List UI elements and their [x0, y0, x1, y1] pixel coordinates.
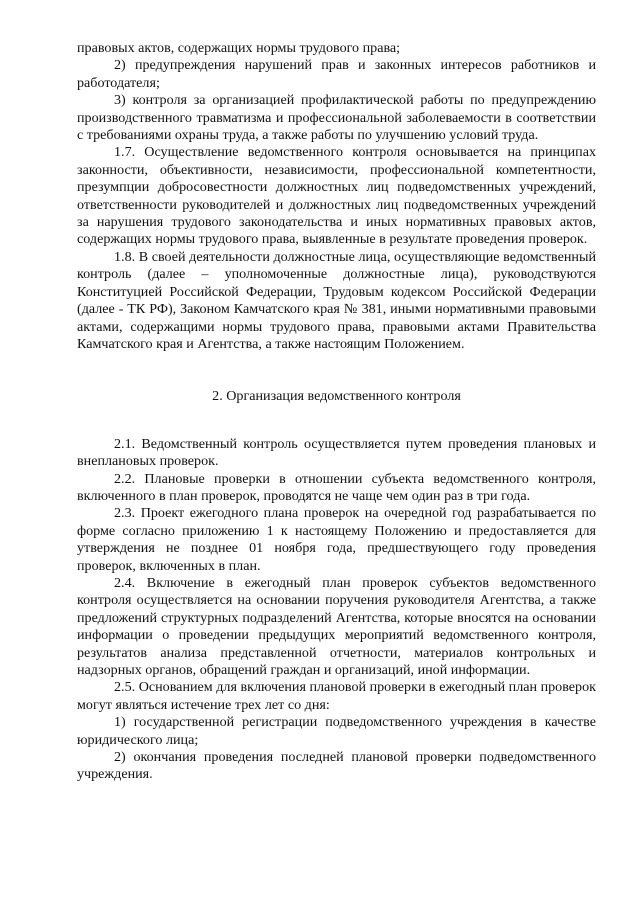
paragraph-item-3: 3) контроля за организацией профилактической работы по предупреждению производственного травматизма и профессиональной заболеваемости в соответствии с требованиями охраны труда, а также работы по улучшению условий труда. — [77, 92, 596, 144]
document-page — [77, 40, 596, 784]
paragraph-2-5: 2.5. Основанием для включения плановой проверки в ежегодный план проверок могут являться истечение трех лет со дня: — [77, 679, 596, 713]
paragraph-2-2: 2.2. Плановые проверки в отношении субъекта ведомственного контроля, включенного в план проверок, проводятся не чаще чем один раз в три года. — [77, 470, 596, 504]
spacer — [77, 353, 596, 388]
paragraph-continuation: правовых актов, содержащих нормы трудового права; — [77, 40, 401, 56]
paragraph-2-5-item-2: 2) окончания проведения последней плановой проверки подведомственного учреждения. — [77, 749, 596, 783]
paragraph-2-5-item-1: 1) государственной регистрации подведомственного учреждения в качестве юридического лица; — [77, 714, 596, 748]
paragraph-2-4: 2.4. Включение в ежегодный план проверок субъектов ведомственного контроля осуществляется на основании поручения руководителя Агентства, а также предложений структурных подразделений Агентства, которые вносятся на основании информации о проведении предыдущих мероприятий ведомственного контроля, результатов анализа представленной отчетности, материалов контрольных и надзорных органов, обращений граждан и организаций, иной информации. — [77, 574, 596, 678]
paragraph-1-7: 1.7. Осуществление ведомственного контроля основывается на принципах законности, объективности, независимости, профессиональной компетентности, презумпции добросовестности должностных лиц подведомственных учреждений, ответственности руководителей и должностных лиц подведомственных учреждений за нарушения трудового законодательства и иных нормативных правовых актов, содержащих нормы трудового права, выявленные в результате проведения проверок. — [77, 144, 596, 248]
paragraph-2-1: 2.1. Ведомственный контроль осуществляется путем проведения плановых и внеплановых проверок. — [77, 435, 596, 470]
paragraph-1-8: 1.8. В своей деятельности должностные лица, осуществляющие ведомственный контроль (далее – уполномоченные должностные лица), руководствуются Конституцией Российской Федерации, Трудовым кодексом Российской Федерации (далее - ТК РФ), Законом Камчатского края № 381, иными нормативными правовыми актами, содержащими нормы трудового права, правовыми актами Правительства Камчатского края и Агентства, а также настоящим Положением. — [77, 248, 596, 352]
section-heading: 2. Организация ведомственного контроля — [212, 388, 461, 405]
paragraph-item-2: 2) предупреждения нарушений прав и законных интересов работников и работодателя; — [77, 57, 596, 91]
paragraph-2-3: 2.3. Проект ежегодного плана проверок на очередной год разрабатывается по форме согласно приложению 1 к настоящему Положению и предоставляется для утверждения не позднее 01 ноября года, предшествующего году проведения проверок, включенных в план. — [77, 505, 596, 574]
spacer — [77, 406, 596, 436]
